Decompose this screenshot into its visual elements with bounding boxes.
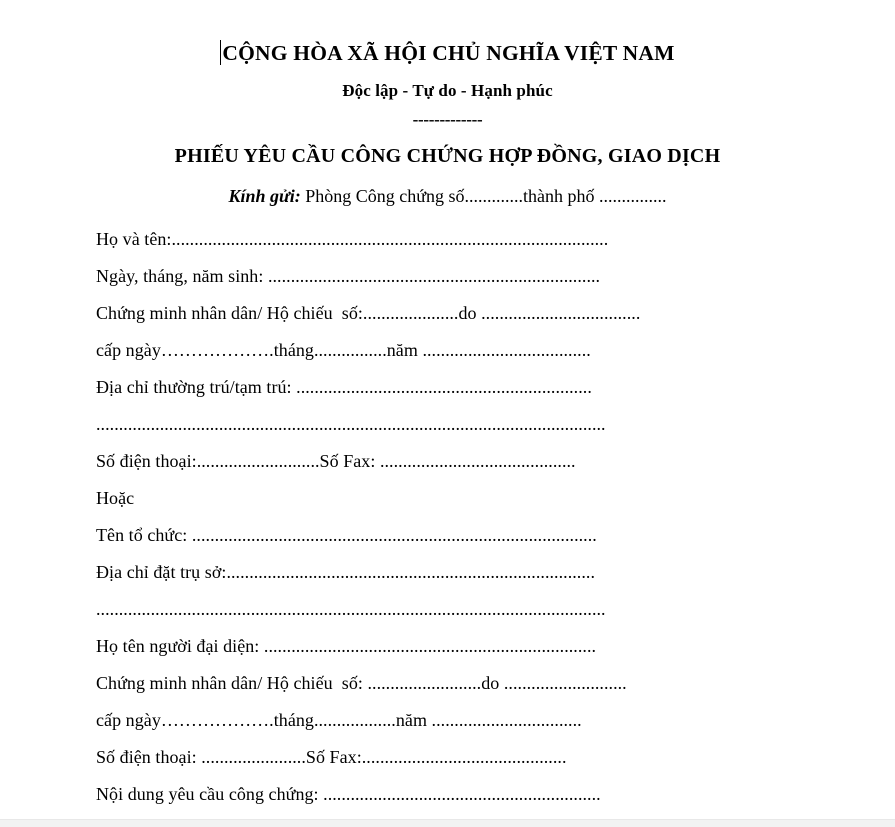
form-line-representative-name[interactable]: Họ tên người đại diện: ......................................................................... bbox=[96, 636, 597, 656]
form-line-organization-name[interactable]: Tên tổ chức: ......................................................................................... bbox=[96, 525, 597, 545]
national-title-line bbox=[220, 38, 674, 68]
page-title: PHIẾU YÊU CẦU CÔNG CHỨNG HỢP ĐỒNG, GIAO DỊCH bbox=[174, 145, 721, 167]
form-line-issue-date-primary[interactable]: cấp ngày……………….tháng................năm ..................................... bbox=[96, 340, 591, 360]
national-title-text: CỘNG HÒA XÃ HỘI CHỦ NGHĨA VIỆT NAM bbox=[222, 41, 675, 65]
addressee-value: Phòng Công chứng số.............thành phố ............... bbox=[300, 186, 667, 206]
form-line-date-of-birth[interactable]: Ngày, tháng, năm sinh: ......................................................................... bbox=[96, 266, 601, 286]
form-line-phone-fax-primary[interactable]: Số điện thoại:...........................Số Fax: ........................................... bbox=[96, 451, 576, 471]
form-line-or-divider: Hoặc bbox=[96, 488, 135, 508]
form-line-office-address[interactable]: Địa chỉ đặt trụ sở:................................................................................. bbox=[96, 562, 595, 582]
form-line-address-continuation-2[interactable]: ................................................................................................................ bbox=[96, 599, 606, 619]
page-bottom-edge bbox=[0, 819, 895, 827]
form-line-full-name[interactable]: Họ và tên:................................................................................................ bbox=[96, 229, 609, 249]
form-line-id-card-primary[interactable]: Chứng minh nhân dân/ Hộ chiếu số:.....................do ................................... bbox=[96, 303, 641, 323]
form-field-list bbox=[0, 221, 895, 813]
document-header bbox=[0, 0, 895, 209]
dashed-separator: ------------- bbox=[412, 110, 483, 129]
addressee-line bbox=[0, 183, 895, 209]
form-line-issue-date-secondary[interactable]: cấp ngày……………….tháng..................năm ................................. bbox=[96, 710, 582, 730]
form-line-id-card-secondary[interactable]: Chứng minh nhân dân/ Hộ chiếu số: .........................do ........................... bbox=[96, 673, 627, 693]
form-line-permanent-address[interactable]: Địa chỉ thường trú/tạm trú: ................................................................. bbox=[96, 377, 592, 397]
form-line-request-content[interactable]: Nội dung yêu cầu công chứng: ............................................................. bbox=[96, 784, 601, 804]
addressee-label: Kính gửi: bbox=[228, 186, 301, 206]
national-motto: Độc lập - Tự do - Hạnh phúc bbox=[342, 81, 553, 100]
form-line-phone-fax-secondary[interactable]: Số điện thoại: .......................Số Fax:............................................. bbox=[96, 747, 567, 767]
form-line-address-continuation-1[interactable]: ................................................................................................................ bbox=[96, 414, 606, 434]
